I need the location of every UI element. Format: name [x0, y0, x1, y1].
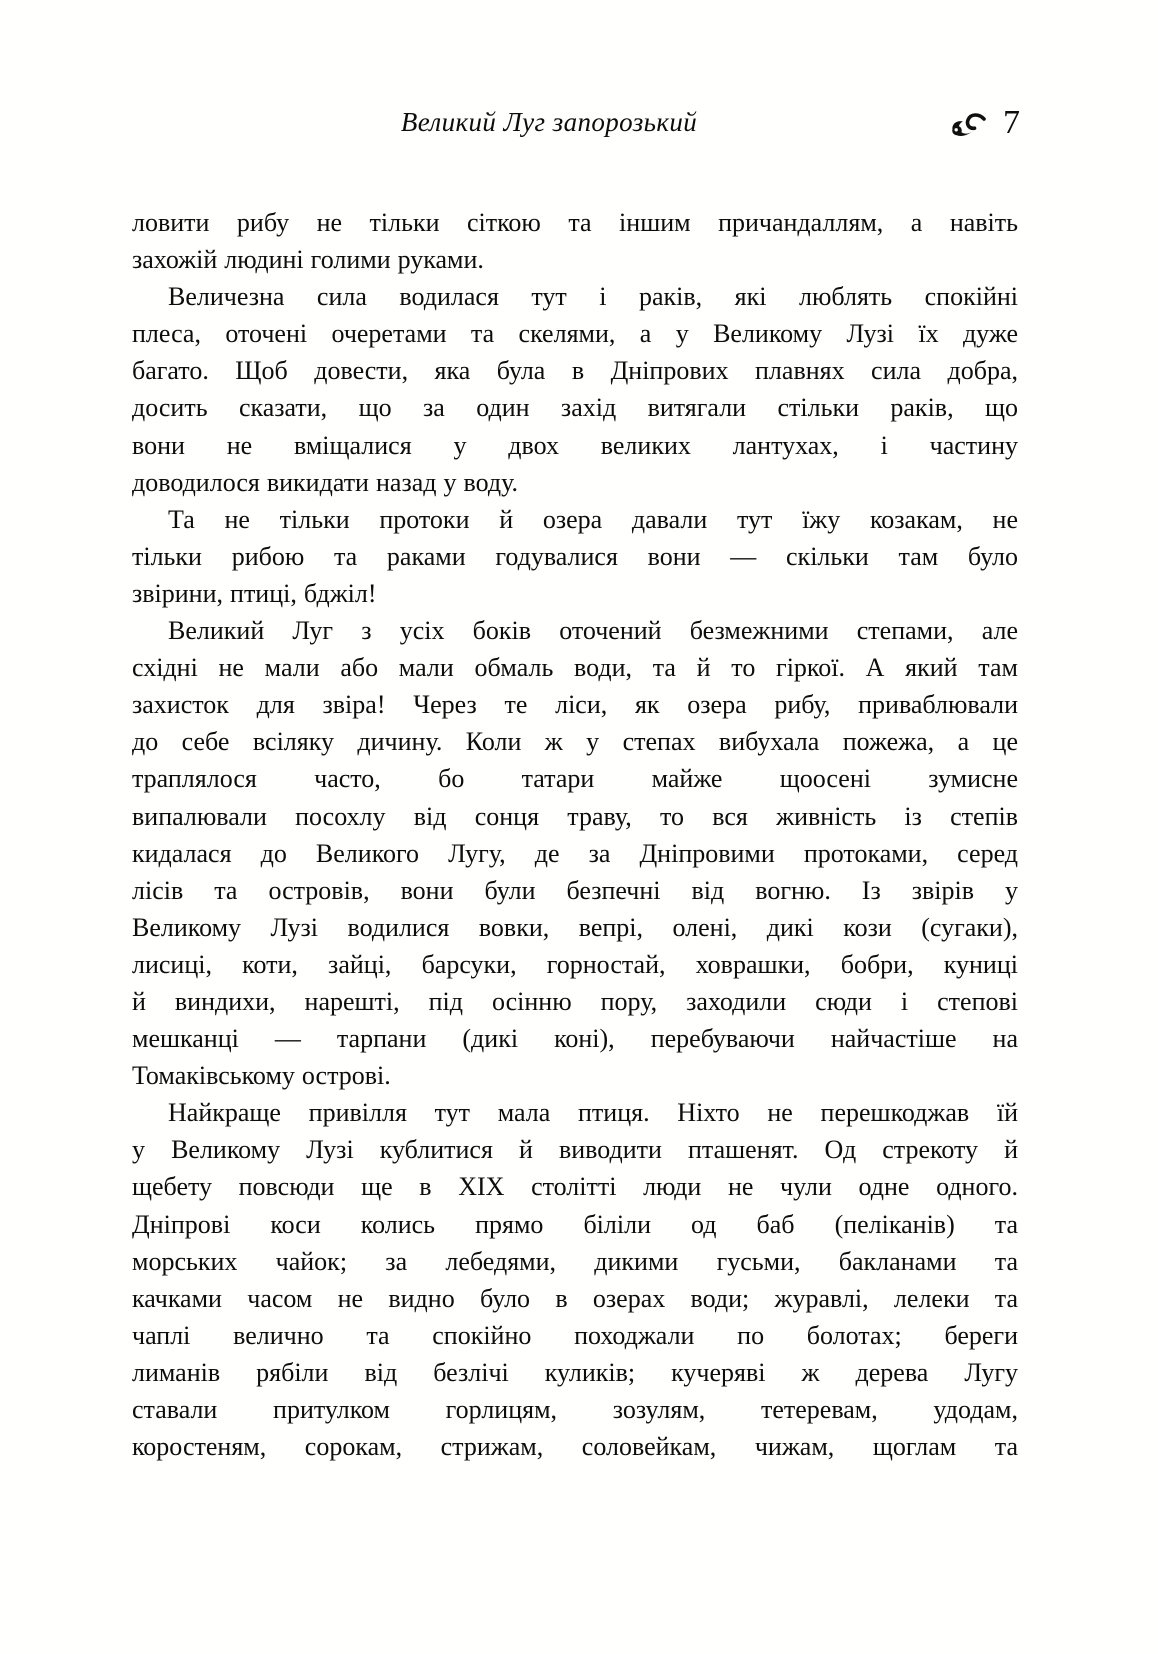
fleuron-icon [949, 112, 987, 140]
text-line: багато. Щоб довести, яка була в Дніпрових плавнях сила добра, [132, 356, 1018, 386]
text-line: Дніпрові коси колись прямо біліли од баб (пеліканів) та [132, 1209, 1018, 1239]
text-line: качками часом не видно було в озерах води; журавлі, лелеки та [132, 1283, 1018, 1313]
text-line: Великий Луг з усіх боків оточений безмежними степами, але [168, 616, 1018, 646]
paragraph [132, 204, 1018, 278]
text-line: Великому Лузі водилися вовки, вепрі, олені, дикі кози (сугаки), [132, 912, 1018, 942]
text-line: у Великому Лузі кублитися й виводити пташенят. Од стрекоту й [132, 1135, 1018, 1165]
text-line: захисток для звіра! Через те ліси, як озера рибу, приваблювали [132, 690, 1018, 720]
text-line: досить сказати, що за один захід витягали стільки раків, що [132, 393, 1018, 423]
page-number: 7 [1003, 104, 1020, 141]
paragraph [132, 1094, 1018, 1465]
text-line: східні не мали або мали обмаль води, та й то гіркої. А який там [132, 653, 1018, 683]
text-line: чаплі велично та спокійно походжали по болотах; береги [132, 1320, 1018, 1350]
paragraph [132, 612, 1018, 1094]
text-line: коростеням, сорокам, стрижам, соловейкам, чижам, щоглам та [132, 1432, 1018, 1462]
running-head [132, 101, 1020, 145]
text-line: плеса, оточені очеретами та скелями, а у Великому Лузі їх дуже [132, 319, 1018, 349]
text-line: вони не вміщалися у двох великих лантухах, і частину [132, 430, 1018, 460]
text-line: Найкраще привілля тут мала птиця. Ніхто не перешкоджав їй [168, 1098, 1018, 1128]
text-line: лисиці, коти, зайці, барсуки, горностай, ховрашки, бобри, куниці [132, 949, 1018, 979]
text-line: Та не тільки протоки й озера давали тут їжу козакам, не [168, 504, 1018, 534]
text-line: мешканці — тарпани (дикі коні), перебуваючи найчастіше на [132, 1024, 1018, 1054]
text-line: випалювали посохлу від сонця траву, то вся живність із степів [132, 801, 1018, 831]
text-line: Величезна сила водилася тут і раків, які люблять спокійні [168, 282, 1018, 312]
text-line: захожій людині голими руками. [132, 245, 484, 275]
text-line: й виндихи, нарешті, під осінню пору, заходили сюди і степові [132, 986, 1018, 1016]
text-line: доводилося викидати назад у воду. [132, 467, 518, 497]
text-line: траплялося часто, бо татари майже щоосені зумисне [132, 764, 1018, 794]
text-line: лиманів рябіли від безлічі куликів; кучеряві ж дерева Лугу [132, 1357, 1018, 1387]
text-line: морських чайок; за лебедями, дикими гусьми, бакланами та [132, 1246, 1018, 1276]
running-title: Великий Луг запорозький [400, 107, 698, 137]
paragraph [132, 278, 1018, 501]
page-number-group [949, 101, 1020, 145]
text-block [132, 204, 1018, 1465]
paragraph [132, 501, 1018, 612]
text-line: звірини, птиці, бджіл! [132, 578, 377, 608]
text-line: Томаківському острові. [132, 1061, 391, 1091]
text-line: лісів та островів, вони були безпечні від вогню. Із звірів у [132, 875, 1018, 905]
text-line: ставали притулком горлицям, зозулям, тетеревам, удодам, [132, 1395, 1018, 1424]
text-line: щебету повсюди ще в XIX столітті люди не чули одне одного. [132, 1172, 1018, 1202]
text-line: тільки рибою та раками годувалися вони — скільки там було [132, 541, 1018, 571]
text-line: кидалася до Великого Лугу, де за Дніпровими протоками, серед [132, 838, 1018, 868]
text-line: ловити рибу не тільки сіткою та іншим причандаллям, а навіть [132, 208, 1018, 237]
text-line: до себе всіляку дичину. Коли ж у степах вибухала пожежа, а це [132, 727, 1018, 757]
